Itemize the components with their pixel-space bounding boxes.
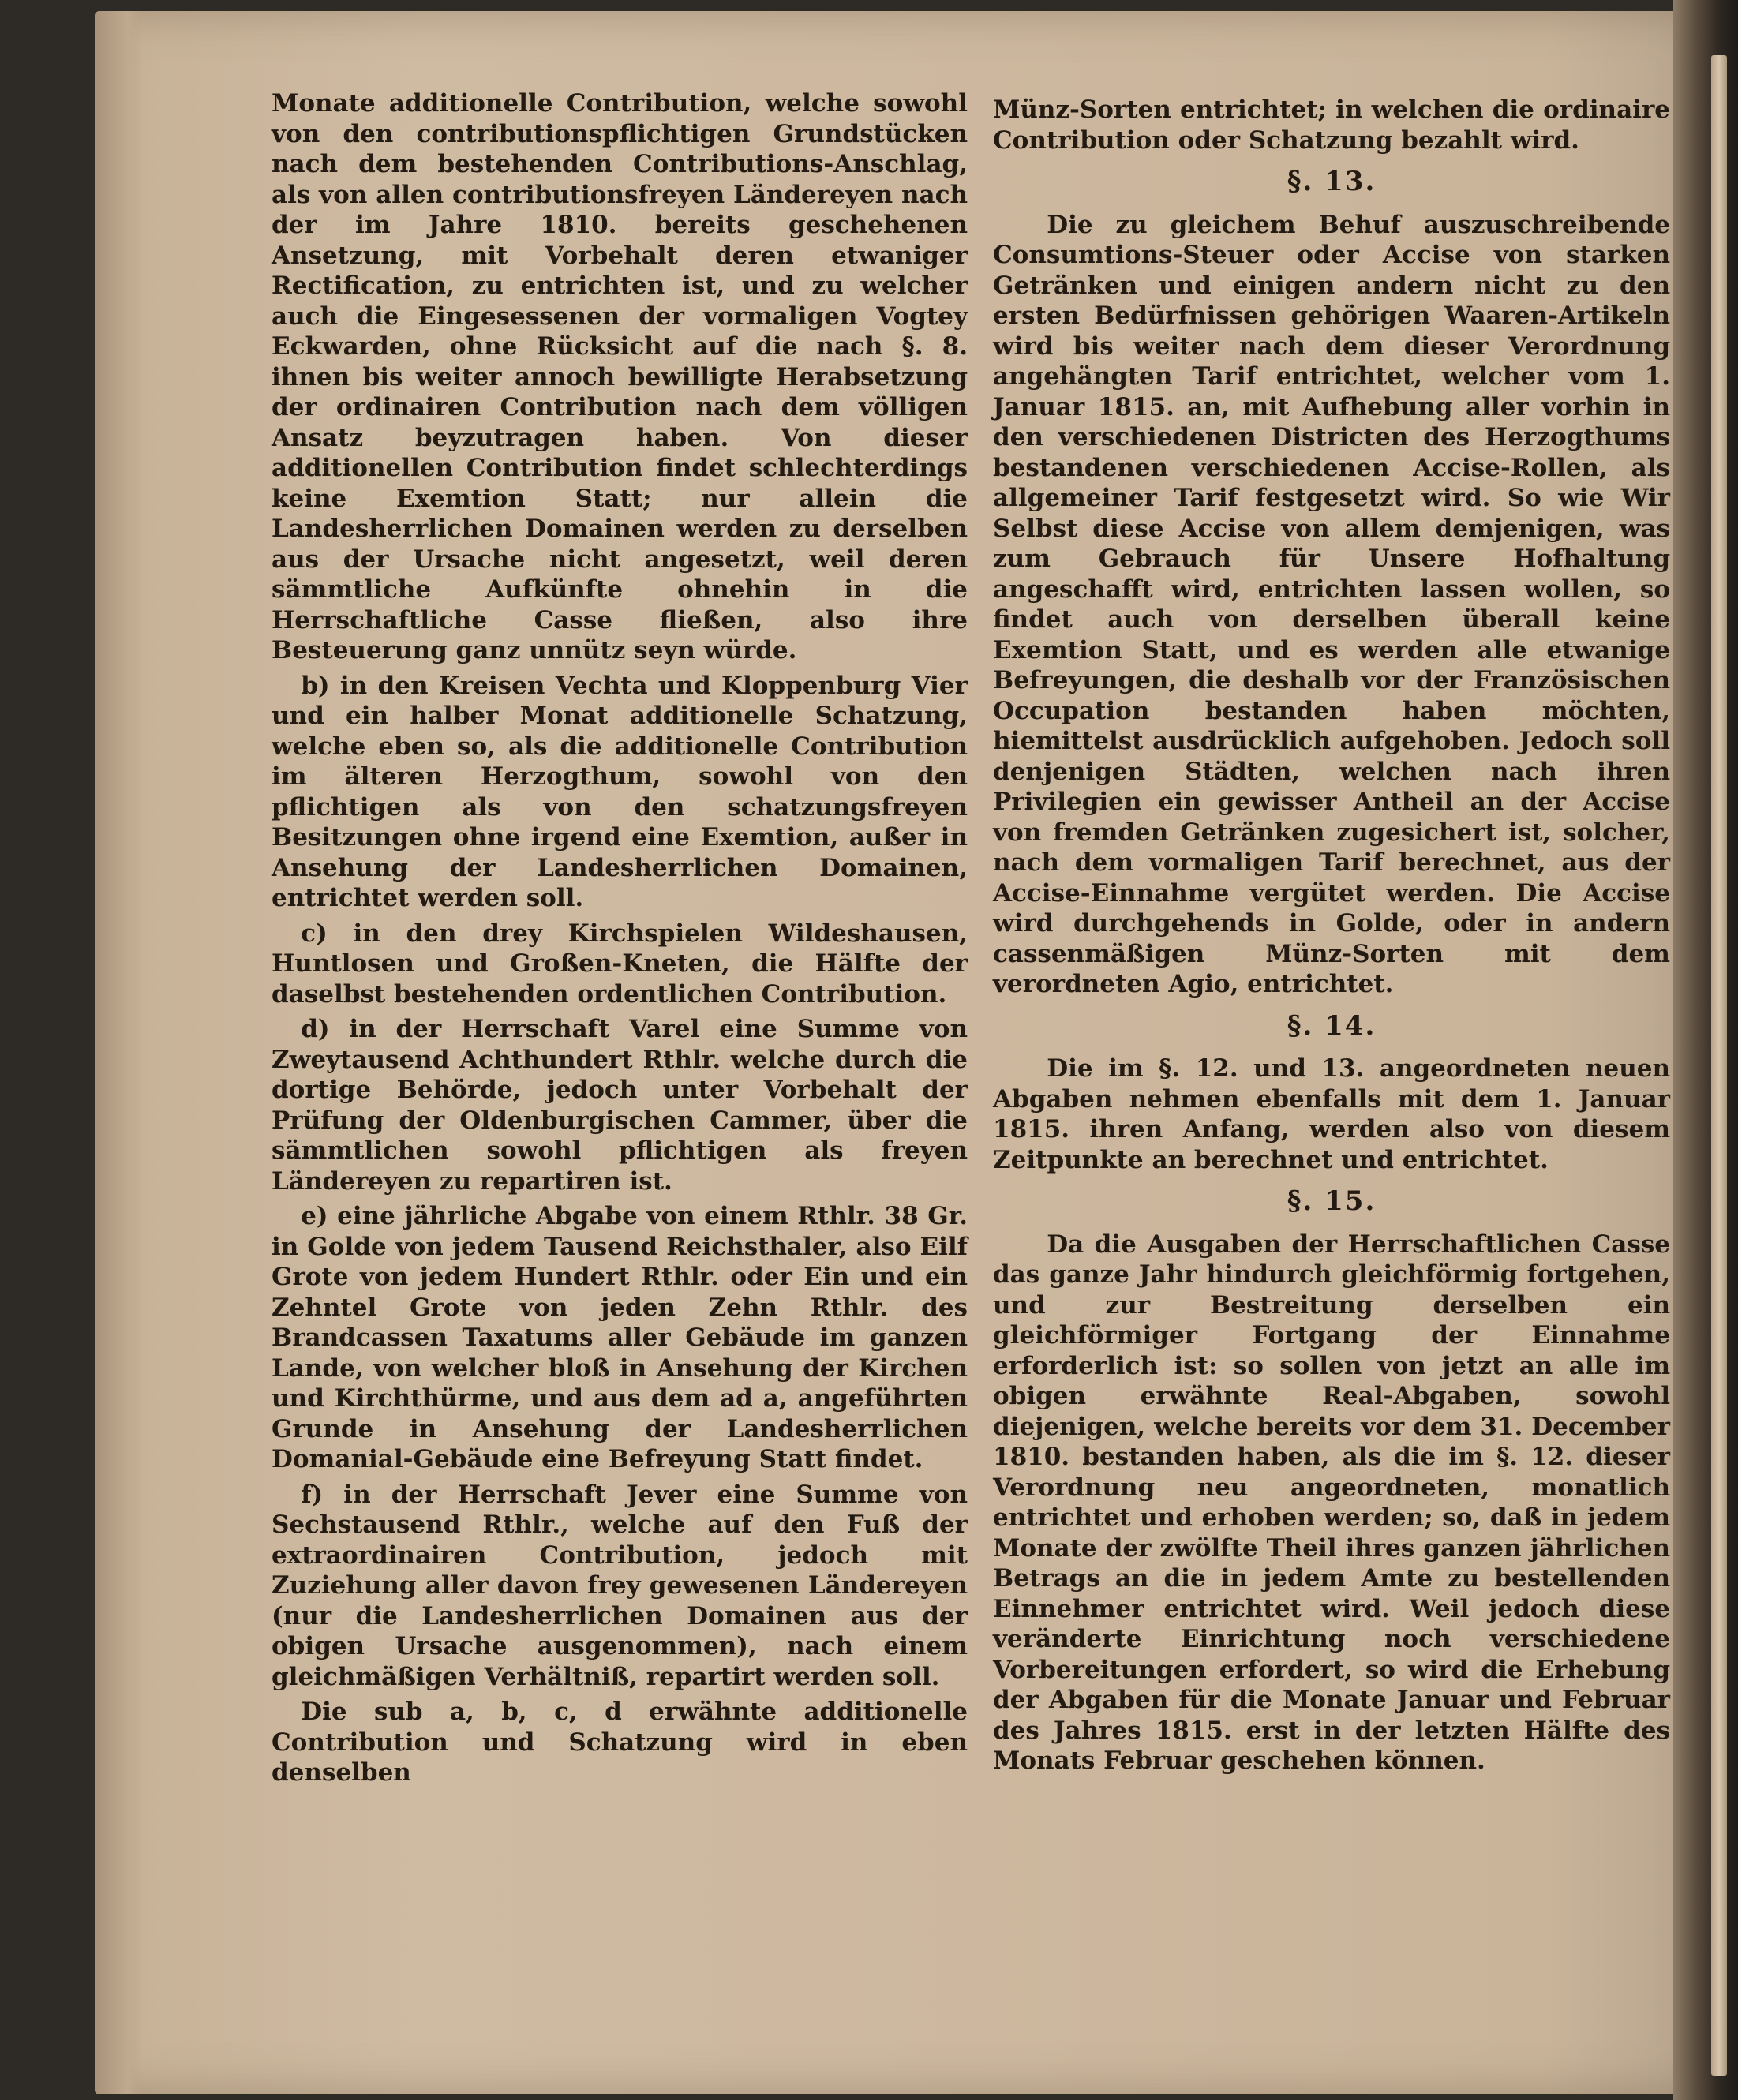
section-15-text: Da die Ausgaben der Herrschaftlichen Casse das ganze Jahr hindurch gleichförmig fortgehen, und zur Bestreitung derselben ein gleichförmiger Fortgang der Einnahme erforderlich ist: so sollen von jetzt an alle im obigen erwähnte Real-Abgaben, sowohl diejenigen, welche bereits vor dem 31. December 1810. bestanden haben, als die im §. 12. dieser Verordnung neu angeordneten, monatlich entrichtet und erhoben werden; so, daß in jedem Monate der zwölfte Theil ihres ganzen jährlichen Betrags an die in jedem Amte zu bestellenden Einnehmer entrichtet wird. Weil jedoch diese veränderte Einrichtung noch verschiedene Vorbereitungen erfordert, so wird die Erhebung der Abgaben für die Monate Januar und Februar des Jahres 1815. erst in der letzten Hälfte des Monats Februar geschehen können. <box>993 1230 1670 1775</box>
right-column <box>993 95 1670 1781</box>
section-heading-13: §. 13. <box>1287 166 1377 197</box>
section-13-text: Die zu gleichem Behuf auszuschreibende Consumtions-Steuer oder Accise von starken Getränken und einigen andern nicht zu den ersten Bedürfnissen gehörigen Waaren-Artikeln wird bis weiter nach dem dieser Verordnung angehängten Tarif entrichtet, welcher vom 1. Januar 1815. an, mit Aufhebung aller vorhin in den verschiedenen Districten des Herzogthums bestandenen verschiedenen Accise-Rollen, als allgemeiner Tarif festgesetzt wird. So wie Wir Selbst diese Accise von allem demjenigen, was zum Gebrauch für Unsere Hofhaltung angeschafft wird, entrichten lassen wollen, so findet auch von derselben überall keine Exemtion Statt, und es werden alle etwanige Befreyungen, die deshalb vor der Französischen Occupation bestanden haben möchten, hiemittelst ausdrücklich aufgehoben. Jedoch soll denjenigen Städten, welchen nach ihren Privilegien ein gewisser Antheil an der Accise von fremden Getränken zugesichert ist, solcher, nach dem vormaligen Tarif berechnet, aus der Accise-Einnahme vergütet werden. Die Accise wird durchgehends in Golde, oder in andern cassenmäßigen Münz-Sorten mit dem verordneten Agio, entrichtet. <box>993 210 1670 998</box>
left-item-f: f) in der Herrschaft Jever eine Summe von Sechstausend Rthlr., welche auf den Fuß der extraordinairen Contribution, jedoch mit Zuziehung aller davon frey gewesenen Ländereyen (nur die Landesherrlichen Domainen aus der obigen Ursache ausgenommen), nach einem gleichmäßigen Verhältniß, repartirt werden soll. <box>272 1480 968 1691</box>
section-heading-15: §. 15. <box>1287 1185 1377 1217</box>
left-item-d: d) in der Herrschaft Varel eine Summe von Zweytausend Achthundert Rthlr. welche durch die dortige Behörde, jedoch unter Vorbehalt der Prüfung der Oldenburgischen Cammer, über die sämmtlichen sowohl pflichtigen als freyen Ländereyen zu repartiren ist. <box>272 1015 968 1196</box>
book-spine <box>1673 0 1738 2100</box>
left-paragraph-continuation: Monate additionelle Contribution, welche sowohl von den contributionspflichtigen Grundstücken nach dem bestehenden Contributions-Anschlag, als von allen contributionsfreyen Ländereyen nach der im Jahre 1810. bereits geschehenen Ansetzung, mit Vorbehalt deren etwaniger Rectification, zu entrichten ist, und zu welcher auch die Eingesessenen der vormaligen Vogtey Eckwarden, ohne Rücksicht auf die nach §. 8. ihnen bis weiter annoch bewilligte Herabsetzung der ordinairen Contribution nach dem völligen Ansatz beyzutragen haben. Von dieser additionellen Contribution findet schlechterdings keine Exemtion Statt; nur allein die Landesherrlichen Domainen werden zu derselben aus der Ursache nicht angesetzt, weil deren sämmtliche Aufkünfte ohnehin in die Herrschaftliche Casse fließen, also ihre Besteuerung ganz unnütz seyn würde. <box>272 89 968 664</box>
left-item-b: b) in den Kreisen Vechta und Kloppenburg Vier und ein halber Monat additionelle Schatzung, welche eben so, als die additionelle Contribution im älteren Herzogthum, sowohl von den pflichtigen als von den schatzungsfreyen Besitzungen ohne irgend eine Exemtion, außer in Ansehung der Landesherrlichen Domainen, entrichtet werden soll. <box>272 671 968 912</box>
right-opening-paragraph: Münz-Sorten entrichtet; in welchen die ordinaire Contribution oder Schatzung bezahlt wird. <box>993 95 1670 155</box>
section-14-text: Die im §. 12. und 13. angeordneten neuen Abgaben nehmen ebenfalls mit dem 1. Januar 1815. ihren Anfang, werden also von diesem Zeitpunkte an berechnet und entrichtet. <box>993 1054 1670 1174</box>
left-closing-paragraph: Die sub a, b, c, d erwähnte additionelle Contribution und Schatzung wird in eben denselben <box>272 1698 968 1787</box>
page-edge <box>95 11 142 2094</box>
section-heading-14: §. 14. <box>1287 1009 1377 1042</box>
left-item-e: e) eine jährliche Abgabe von einem Rthlr. 38 Gr. in Golde von jedem Tausend Reichsthaler, also Eilf Grote von jedem Hundert Rthlr. oder Ein und ein Zehntel Grote von jeden Zehn Rthlr. des Brandcassen Taxatums aller Gebäude im ganzen Lande, von welcher bloß in Ansehung der Kirchen und Kirchthürme, und aus dem ad a, angeführten Grunde in Ansehung der Landesherrlichen Domanial-Gebäude eine Befreyung Statt findet. <box>272 1202 968 1473</box>
left-item-c: c) in den drey Kirchspielen Wildeshausen, Huntlosen und Großen-Kneten, die Hälfte der daselbst bestehenden ordentlichen Contribution. <box>272 919 968 1009</box>
next-page-edge <box>1711 55 1727 2076</box>
left-column <box>272 88 968 1793</box>
